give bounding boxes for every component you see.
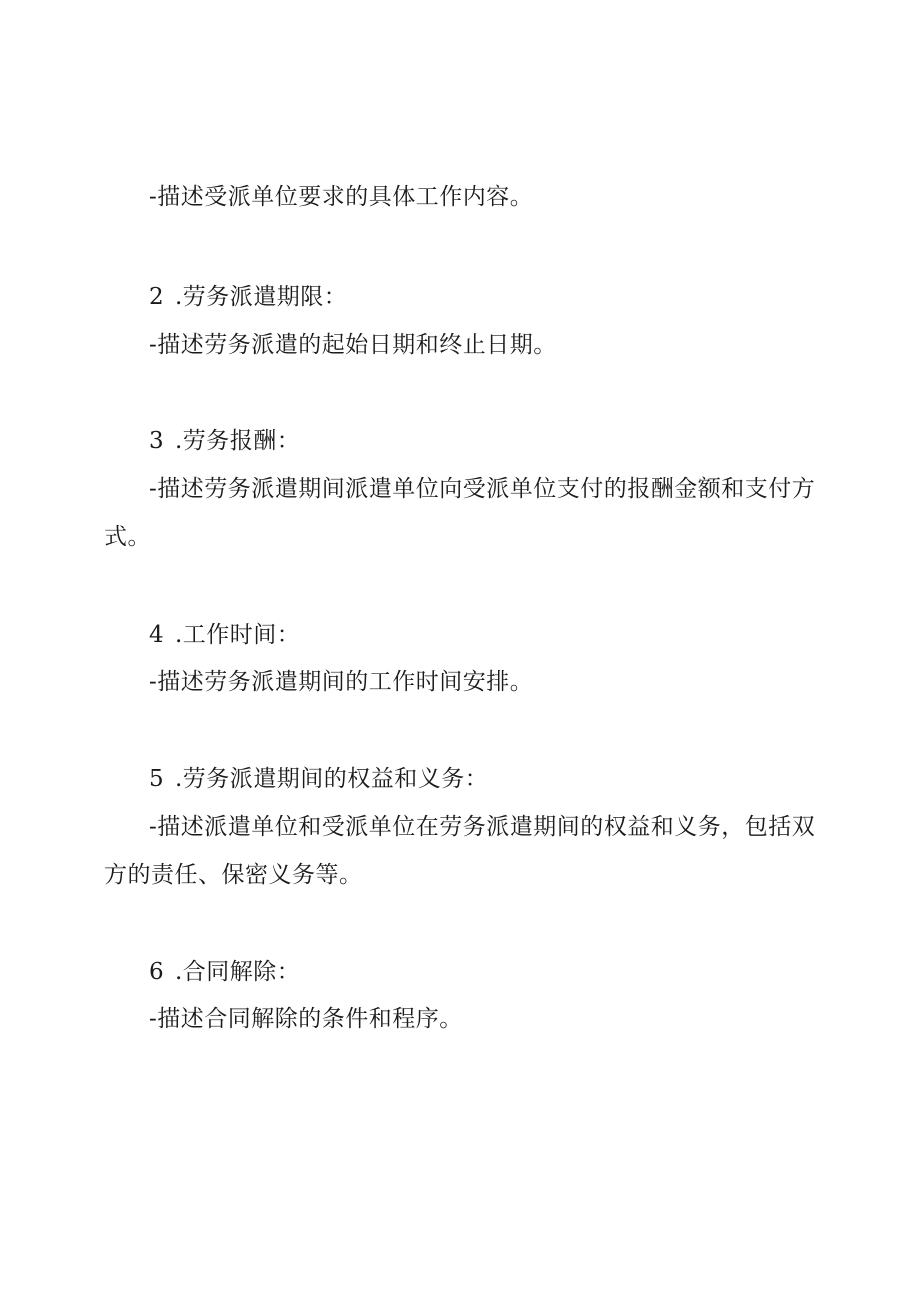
section-heading [149, 424, 869, 458]
section-body-line: -描述劳务派遣的起始日期和终止日期。 [149, 332, 557, 358]
section-number: 2 [149, 284, 165, 310]
section-title: .劳务派遣期限： [175, 284, 348, 310]
section-body-line: 方的责任、保密义务等。 [104, 862, 363, 888]
section-number: 5 [149, 766, 165, 792]
section-body-line: -描述合同解除的条件和程序。 [149, 1006, 463, 1032]
section-number: 6 [149, 959, 165, 985]
section-body-line: -描述派遣单位和受派单位在劳务派遣期间的权益和义务，包括双 [149, 814, 816, 840]
section-body-line: -描述劳务派遣期间派遣单位向受派单位支付的报酬金额和支付方 [149, 476, 816, 502]
section-heading [149, 618, 869, 652]
section-body-line: 式。 [104, 524, 151, 550]
section-number: 3 [149, 428, 165, 454]
section-title: .工作时间： [175, 622, 301, 648]
section-heading [149, 762, 869, 796]
section-heading [149, 280, 869, 314]
intro-line: -描述受派单位要求的具体工作内容。 [149, 184, 534, 210]
section-title: .劳务派遣期间的权益和义务： [175, 766, 489, 792]
section-heading [149, 955, 869, 989]
section-title: .劳务报酬： [175, 428, 301, 454]
section-number: 4 [149, 622, 165, 648]
section-title: .合同解除： [175, 959, 301, 985]
section-body-line: -描述劳务派遣期间的工作时间安排。 [149, 669, 534, 695]
